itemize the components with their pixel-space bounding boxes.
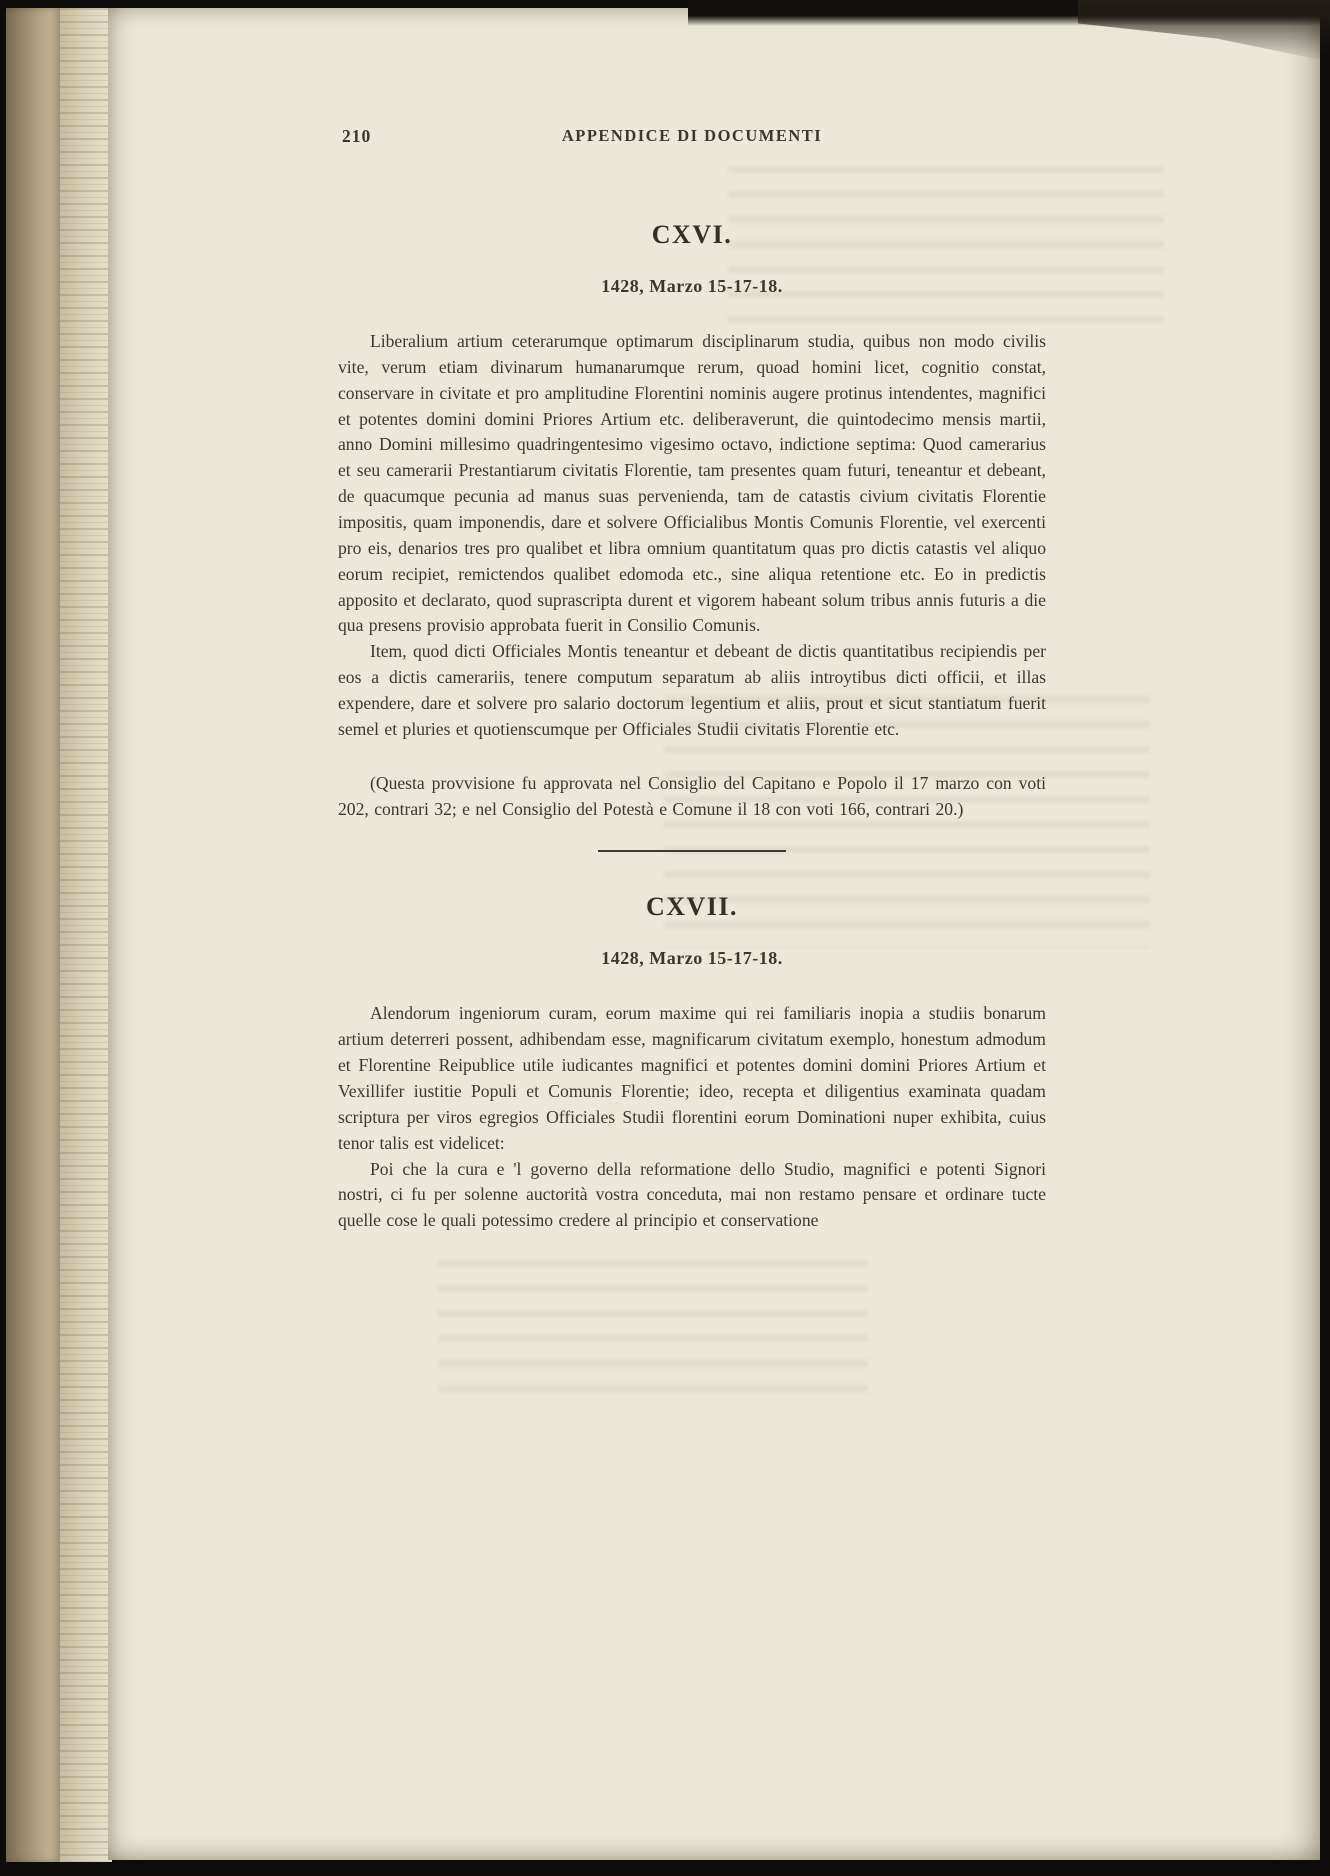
bleedthrough-text-ghost xyxy=(438,1260,868,1392)
section-heading: CXVI. xyxy=(651,220,733,249)
document-section-cxvii xyxy=(338,892,1046,1234)
body-paragraph: Item, quod dicti Officiales Montis teneantur et debeant de dictis quantitatibus recipiendis per eos a dictis camerariis, tenere computum separatum ab aliis introytibus dicti officii, et illas expendere, dare et solvere pro salario doctorum legentium et aliis, prout et sicut stantiatum fuerit semel et pluries et quotienscumque per Officiales Studii civitatis Florentie etc. xyxy=(338,641,1046,739)
section-heading: CXVII. xyxy=(645,892,739,922)
document-section-cxvi xyxy=(338,220,1046,822)
body-paragraph: Liberalium artium ceterarumque optimarum disciplinarum studia, quibus non modo civilis vite, verum etiam divinarum humanarumque rerum, quoad homini licet, cognitio constat, conservare in civitate et pro amplitudine Florentini nominis augere protinus intendentes, magnifici et potentes domini domini Priores Artium etc. deliberaverunt, die quintodecimo mensis martii, anno Domini millesimo quadringentesimo vigesimo octavo, indictione septima: Quod camerarius et seu camerarii Prestantiarum civitatis Florentie, tam presentes quam futuri, teneantur et debeant, de quacumque pecunia ad manus suas pervenienda, tam de catastis civium civitatis Florentie impositis, quam imponendis, dare et solvere Officialibus Montis Comunis Florentie, vel exercenti pro eis, denarios tres pro qualibet et libra omnium quantitatum quas pro dictis catastis vel aliquo eorum recipiet, remictendos qualibet edomoda etc., sine aliqua retentione etc. Eo in predictis apposito et declarato, quod suprascripta durent et vigorem habeant solum tribus annis futuris a die qua presens provisio approbata fuerit in Consilio Comunis. xyxy=(338,331,1046,636)
stacked-page-edges xyxy=(60,8,112,1862)
body-paragraph: Alendorum ingeniorum curam, eorum maxime qui rei familiaris inopia a studiis bonarum artium deterreri possent, adhibendam esse, magnificarum civitatum exemplo, honestum admodum et Florentine Reipublice utile iudicantes magnifici et potentes domini domini Priores Artium et Vexillifer iustitie Populi et Comunis Florentie; ideo, recepta et diligentius examinata quadam scriptura per viros egregios Officiales Studii florentini eorum Dominationi nuper exhibita, cuius tenor talis est videlicet: xyxy=(338,1003,1046,1153)
section-date: 1428, Marzo 15-17-18. xyxy=(601,948,783,969)
section-date: 1428, Marzo 15-17-18. xyxy=(601,276,783,296)
section-divider-rule xyxy=(598,850,786,852)
text-column xyxy=(338,126,1046,1234)
running-header-title: APPENDICE DI DOCUMENTI xyxy=(561,126,823,145)
running-head xyxy=(338,126,1046,150)
body-paragraph: Poi che la cura e 'l governo della reformatione dello Studio, magnifici e potenti Signori nostri, ci fu per solenne auctorità vostra conceduta, mai non restamo pensare et ordinare tucte quelle cose le quali potessimo credere al principio et conservatione xyxy=(338,1158,1046,1231)
approval-note-paragraph: (Questa provvisione fu approvata nel Consiglio del Capitano e Popolo il 17 marzo con voti 202, contrari 32; e nel Consiglio del Potestà e Comune il 18 con voti 166, contrari 20.) xyxy=(338,772,1046,819)
book-page xyxy=(108,8,1320,1860)
book-spine-edge xyxy=(6,8,60,1862)
page-number: 210 xyxy=(342,126,372,146)
